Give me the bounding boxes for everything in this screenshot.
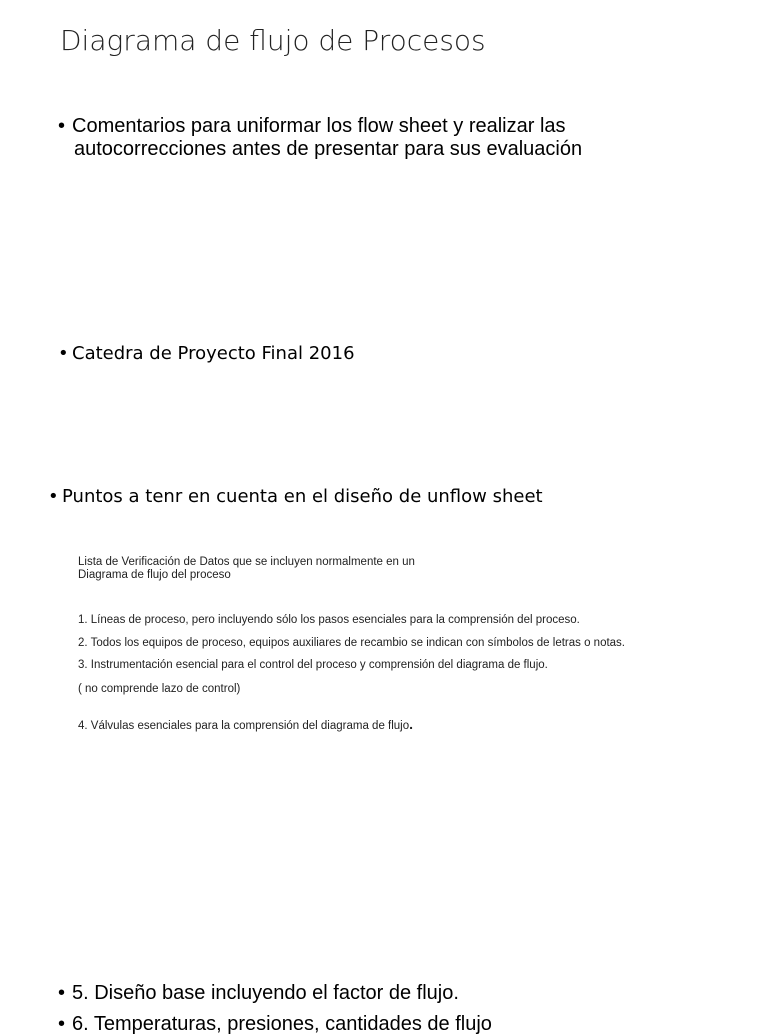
- comments-line-2: autocorrecciones antes de presentar para sus evaluación: [74, 138, 583, 160]
- item-6-text: 6. Temperaturas, presiones, cantidades de flujo: [72, 1013, 492, 1035]
- bullet-marker: •: [58, 115, 66, 137]
- bullet-comments: [58, 115, 582, 161]
- checklist-item-3-note: ( no comprende lazo de control): [78, 682, 241, 695]
- checklist-item-1: 1. Líneas de proceso, pero incluyendo sólo los pasos esenciales para la comprensión del proceso.: [78, 614, 580, 626]
- bullet-marker: •: [58, 982, 66, 1004]
- checklist-item-4-text: 4. Válvulas esenciales para la comprensión del diagrama de flujo: [78, 720, 410, 732]
- verification-checklist: [78, 556, 672, 733]
- catedra-text: Catedra de Proyecto Final 2016: [72, 343, 355, 364]
- checklist-item-4: [78, 718, 672, 733]
- checklist-item-3: 3. Instrumentación esencial para el control del proceso y comprensión del diagrama de flujo.: [78, 659, 548, 671]
- bullet-puntos: [48, 486, 543, 507]
- bullet-item-6: [58, 1013, 492, 1036]
- bullet-marker: •: [48, 486, 59, 507]
- bullet-catedra: [58, 343, 355, 364]
- bullet-marker: •: [58, 343, 69, 364]
- checklist-heading-line-2: Diagrama de flujo del proceso: [78, 568, 231, 581]
- page-title: Diagrama de flujo de Procesos: [60, 24, 486, 57]
- bullet-item-5: [58, 982, 459, 1005]
- checklist-item-2: 2. Todos los equipos de proceso, equipos auxiliares de recambio se indican con símbolos de letras o notas.: [78, 636, 626, 649]
- puntos-text: Puntos a tenr en cuenta en el diseño de unflow sheet: [62, 486, 543, 507]
- checklist-item-4-period: .: [409, 716, 414, 732]
- comments-line-1: Comentarios para uniformar los flow sheet y realizar las: [72, 115, 566, 137]
- bullet-marker: •: [58, 1013, 66, 1035]
- checklist-heading-line-1: Lista de Verificación de Datos que se incluyen normalmente en un: [78, 556, 415, 568]
- item-5-text: 5. Diseño base incluyendo el factor de flujo.: [72, 982, 459, 1004]
